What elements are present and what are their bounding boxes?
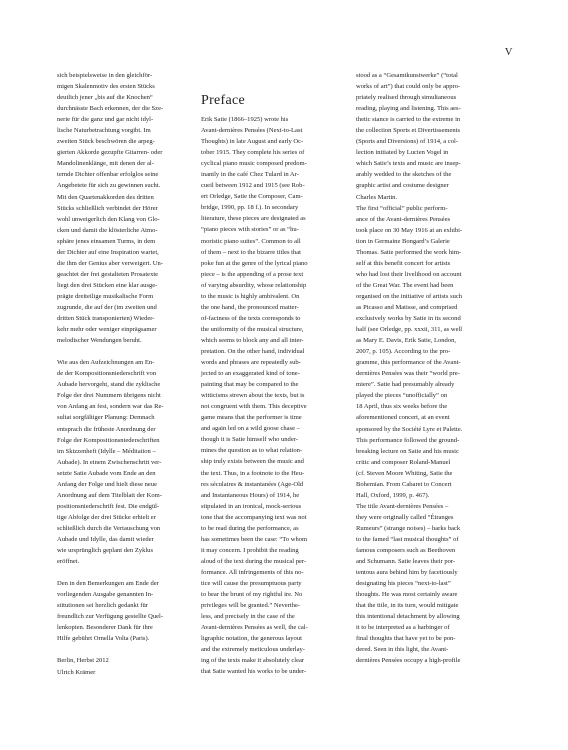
text-line: breaking lecture on Satie and his music	[356, 447, 459, 455]
text-line: ligraphic notation, the generous layout	[201, 635, 302, 643]
text-line: of-factness of the texts corresponds to	[201, 314, 301, 322]
text-line: cyclical piano music composed predom-	[201, 160, 307, 168]
text-line: (cf. Steven Moore Whiting, Satie the	[356, 469, 453, 477]
text-line: tober 1915. They complete his series of	[201, 149, 305, 157]
text-line: tice will cause the presumptuous party	[201, 579, 302, 587]
text-line: im Skizzenheft (Idylle – Méditation –	[57, 447, 156, 455]
text-line: self at this benefit concert for artists	[356, 259, 451, 267]
text-line: inantly in the café Chez Tulard in Ar-	[201, 171, 299, 179]
text-line: formance. All infringements of this no-	[201, 568, 304, 576]
text-line: wie ursprünglich geplant den Zyklus	[57, 547, 154, 555]
text-line: Rumeurs” (strange noises) – harks back	[356, 524, 461, 532]
text-line: game means that the performer is time	[201, 414, 302, 422]
text-line: migen Skalenmotiv des ersten Stücks	[57, 83, 155, 91]
text-line: sphäre jenes einsamen Turms, in dem	[57, 237, 156, 245]
preface-heading: Preface	[201, 93, 246, 108]
text-line: aloud of the text during the musical per-	[201, 557, 307, 565]
text-line: This performance followed the ground-	[356, 436, 460, 444]
text-line: der Dichter auf eine Inspiration wartet,	[57, 248, 159, 256]
text-line: lection initiated by Lucien Vogel in	[356, 149, 449, 157]
text-line: less, and precisely in the case of the	[201, 613, 295, 621]
text-line: tige Abfolge der drei Stücke erhielt er	[57, 513, 156, 521]
preface-column-1	[201, 114, 336, 677]
text-line: Berlin, Herbst 2012	[57, 657, 109, 665]
text-line: Aubade). In einem Zwischenschritt ver-	[57, 458, 162, 466]
text-line: moristic piano suites”. Common to all	[201, 237, 301, 245]
text-line: tone that the accompanying text was not	[201, 513, 307, 521]
german-paragraph-1	[57, 70, 183, 346]
text-line: mines the question as to what relation-	[201, 447, 303, 455]
text-line: stipulated in an ironical, mock-serious	[201, 502, 302, 510]
text-line: works of art”) that could only be appro-	[356, 83, 461, 91]
text-line: and the extremely meticulous underlay-	[201, 646, 305, 654]
text-line: ance of the Avant-dernières Pensées	[356, 215, 451, 223]
text-line: ternde Dichter offenbar erfolglos seine	[57, 171, 159, 179]
text-line: ert Orledge, Satie the Composer, Cam-	[201, 193, 303, 201]
text-line: the one hand, the pronounced matter-	[201, 303, 299, 311]
text-line: Wie aus den Aufzeichnungen am En-	[57, 359, 155, 367]
text-line: of the Great War. The event had been	[356, 281, 454, 289]
text-line: that Satie wanted his works to be under-	[201, 668, 307, 676]
text-line: setzte Satie Aubade vom Ende an den	[57, 469, 156, 477]
text-line: critic and composer Roland-Manuel	[356, 458, 451, 466]
text-line: graphic artist and costume designer	[356, 182, 449, 190]
text-line: Aubade und Idylle, das damit wieder	[57, 535, 154, 543]
text-line: to the music is highly ambivalent. On	[201, 292, 300, 300]
text-line: this intentional detachment by allowing	[356, 613, 460, 621]
text-line: The title Avant-dernières Pensées –	[356, 502, 449, 510]
text-line: Hall, Oxford, 1999, p. 467).	[356, 491, 430, 499]
text-line: of them – next to the bizarre titles that	[201, 248, 301, 256]
text-line: sultat sorgfältiger Planung: Demnach	[57, 414, 155, 422]
text-line: Charles Martin.	[356, 193, 398, 201]
text-line: poke fun at the genre of the lyrical piano	[201, 259, 308, 267]
text-line: which Satie’s texts and music are insep-	[356, 160, 461, 168]
text-line: it to be interpreted as a harbinger of	[356, 624, 450, 632]
text-line: dernières Pensées was their “world pre-	[356, 370, 460, 378]
text-line: entsprach die früheste Anordnung der	[57, 425, 156, 433]
text-line: half (see Orledge, pp. xxxii, 311, as well	[356, 326, 463, 334]
text-line: organised on the initiative of artists such	[356, 292, 463, 300]
acknowledgements-paragraph	[57, 578, 183, 644]
text-line: dernières Pensées occupy a high-profile	[356, 657, 461, 665]
text-line: melodischer Wendungen beruht.	[57, 337, 142, 345]
text-line: Bohemian. From Cabaret to Concert	[356, 480, 452, 488]
text-line: zweiten Stück beschwören die arpeg-	[57, 138, 155, 146]
preface-paragraph-1-continued	[356, 70, 488, 203]
text-line: Thoughts) in late August and early Oc-	[201, 138, 304, 146]
text-line: played the pieces “unofficially” on	[356, 392, 448, 400]
text-line: cken und damit die klösterliche Atmo-	[57, 226, 158, 234]
text-line: kehr mehr oder weniger einprägsamer	[57, 326, 157, 334]
text-line: arably wedded to the sketches of the	[356, 171, 452, 179]
text-line: dritten Stück transponierten) Wieder-	[57, 315, 155, 323]
text-line: and Instantaneous Hours) of 1914, he	[201, 491, 300, 499]
text-line: Thomas. Satie performed the work him-	[356, 248, 462, 256]
text-line: to be read during the performance, as	[201, 524, 299, 532]
text-line: schließlich durch die Vertauschung von	[57, 524, 161, 532]
text-line: witticisms strewn about the texts, but is	[201, 392, 305, 400]
text-line: 2007, p. 105). According to the pro-	[356, 348, 451, 356]
text-line: cueil between 1912 and 1915 (see Rob-	[201, 182, 305, 190]
text-line: dered. Seen in this light, the Avant-	[356, 646, 449, 654]
text-line: exclusively works by Satie in its second	[356, 315, 461, 323]
text-line: as Mary E. Davis, Erik Satie, London,	[356, 337, 457, 345]
text-line: privileges will be granted.” Neverthe-	[201, 602, 301, 610]
text-line: Folge der Kompositionsniederschriften	[57, 436, 160, 444]
text-line: wohl unweigerlich den Klang von Glo-	[57, 215, 160, 223]
text-line: de der Kompositionsniederschrift von	[57, 370, 157, 378]
text-line: eröffnet.	[57, 558, 80, 566]
text-line: which seems to block any and all inter-	[201, 336, 304, 344]
text-line: “piano pieces with stories” or as “hu-	[201, 226, 299, 234]
preface-paragraph-3	[356, 501, 488, 667]
text-line: who had lost their livelihood on account	[356, 270, 462, 278]
text-line: tentous aura behind him by facetiously	[356, 569, 458, 577]
text-line: (Sports and Diversions) of 1914, a col-	[356, 138, 459, 146]
text-line: Anordnung auf dem Titelblatt der Kom-	[57, 491, 162, 499]
text-line: Avant-dernières Pensées (Next-to-Last	[201, 127, 303, 135]
signoff	[57, 655, 183, 677]
text-line: vorliegenden Ausgabe genannten In-	[57, 591, 154, 599]
text-line: freundlich zur Verfügung gestellte Quel-	[57, 613, 164, 621]
text-line: famous composers such as Beethoven	[356, 547, 456, 555]
text-line: ship truly exists between the music and	[201, 458, 304, 466]
text-line: lenkopien. Besonderer Dank für ihre	[57, 624, 153, 632]
text-line: liegt den drei Stücken eine klar ausge-	[57, 281, 158, 289]
text-line: res séculaires & instantanées (Age-Old	[201, 480, 304, 488]
text-line: to the famed “last musical thoughts” of	[356, 535, 459, 543]
preface-column-2	[356, 70, 488, 667]
text-line: thoughts. He was most certainly aware	[356, 591, 458, 599]
text-line: Erik Satie (1866–1925) wrote his	[201, 116, 289, 123]
text-line: designating his pieces “next-to-last”	[356, 580, 451, 588]
preface-paragraph-2	[356, 203, 488, 501]
german-afterword-column	[57, 70, 183, 678]
text-line: they were originally called “Étranges	[356, 513, 454, 521]
text-line: sich beispielsweise in den gleichför-	[57, 72, 153, 79]
text-line: nerie für die ganz und gar nicht idyl-	[57, 116, 154, 124]
german-paragraph-2	[57, 357, 183, 567]
text-line: die ihm der Genius aber verweigert. Un-	[57, 259, 163, 267]
text-line: stitutionen sei herzlich gedankt für	[57, 602, 148, 610]
text-line: Ulrich Krämer	[57, 668, 96, 676]
text-line: the collection Sports et Divertissements	[356, 127, 461, 135]
text-line: 18 April, thus six weeks before the	[356, 403, 448, 411]
text-line: Den in den Bemerkungen am Ende der	[57, 580, 159, 588]
text-line: Angebetete für sich zu gewinnen sucht.	[57, 182, 161, 190]
text-line: lische Naturbetrachtung vorgibt. Im	[57, 127, 151, 135]
text-line: piece – is the appending of a prose text	[201, 270, 304, 278]
text-line: not congruent with them. This deceptive	[201, 403, 307, 411]
text-line: final thoughts that have yet to be pon-	[356, 635, 456, 643]
page-number: V	[504, 47, 513, 58]
text-line: Folge der drei Nummern übrigens nicht	[57, 392, 161, 400]
text-line: words and phrases are repeatedly sub-	[201, 359, 301, 367]
text-line: reading, playing and listening. This aes-	[356, 105, 461, 113]
text-line: as Picasso and Matisse, and comprised	[356, 303, 458, 311]
text-line: Mandolinenklänge, mit denen der al-	[57, 160, 154, 168]
text-line: gierten Akkorde gezupfte Gitarren- oder	[57, 149, 163, 157]
text-line: Hilfe gebührt Ornella Volta (Paris).	[57, 635, 150, 643]
text-line: jected to an exaggerated kind of tone-	[201, 370, 300, 378]
text-line: zugrunde, die auf der (im zweiten und	[57, 303, 157, 311]
text-line: to bear the brunt of my rightful ire. No	[201, 591, 303, 599]
text-line: the text. Thus, in a footnote to the Heu-	[201, 469, 305, 477]
text-line: has sometimes been the case: “To whom	[201, 535, 308, 543]
text-line: took place on 30 May 1916 at an exhibi-	[356, 226, 463, 234]
text-line: and again led on a wild goose chase –	[201, 425, 300, 433]
text-line: Avant-dernières Pensées as well, the cal-	[201, 624, 308, 632]
text-line: and Schumann. Satie leaves their por-	[356, 558, 456, 566]
text-line: Mit den Quartenakkorden des dritten	[57, 193, 154, 201]
text-line: sponsored by the Société Lyre et Palette.	[356, 425, 463, 433]
text-line: Stücks schließlich verbindet der Hörer	[57, 204, 158, 212]
text-line: it may concern. I prohibit the reading	[201, 546, 299, 554]
text-line: von Anfang an fest, sondern war das Re-	[57, 403, 164, 411]
text-line: positionsniederschrift fest. Die endgül-	[57, 502, 160, 510]
text-line: miere”. Satie had presumably already	[356, 381, 455, 389]
text-line: ing of the texts make it absolutely clear	[201, 657, 305, 665]
text-line: durchnässte Bach erkennen, der die Sze-	[57, 105, 164, 113]
text-line: bridge, 1990, pp. 18 f.). In secondary	[201, 204, 299, 212]
text-line: gramme, this performance of the Avant-	[356, 359, 461, 367]
text-line: tion in Germaine Bongard’s Galerie	[356, 237, 450, 245]
text-line: though it is Satie himself who under-	[201, 436, 298, 444]
text-line: Anfang der Folge und hielt diese neue	[57, 480, 157, 488]
text-line: thetic stance is carried to the extreme in	[356, 116, 461, 124]
text-line: the uniformity of the musical structure,	[201, 325, 304, 333]
text-line: priately realised through simultaneous	[356, 94, 457, 102]
text-line: pretation. On the other hand, individual	[201, 347, 305, 355]
text-line: of varying absurdity, whose relationship	[201, 281, 307, 289]
text-line: painting that may be compared to the	[201, 381, 299, 389]
text-line: aforementioned concert, at an event	[356, 414, 450, 422]
text-line: prägte dreiteilige musikalische Form	[57, 292, 154, 300]
text-line: deutlich jener „bis auf die Knochen“	[57, 94, 153, 102]
text-line: literature, these pieces are designated as	[201, 215, 306, 223]
text-line: stood as a “Gesamtkunstwerke” (“total	[356, 72, 458, 79]
text-line: The first “official” public perform-	[356, 204, 448, 212]
text-line: Aubade hervorgeht, stand die zyklische	[57, 381, 161, 389]
preface-paragraph-1	[201, 114, 336, 677]
text-line: geachtet der frei gestalteten Prosatexte	[57, 270, 159, 278]
text-line: that the title, in its turn, would mitigate	[356, 602, 459, 610]
